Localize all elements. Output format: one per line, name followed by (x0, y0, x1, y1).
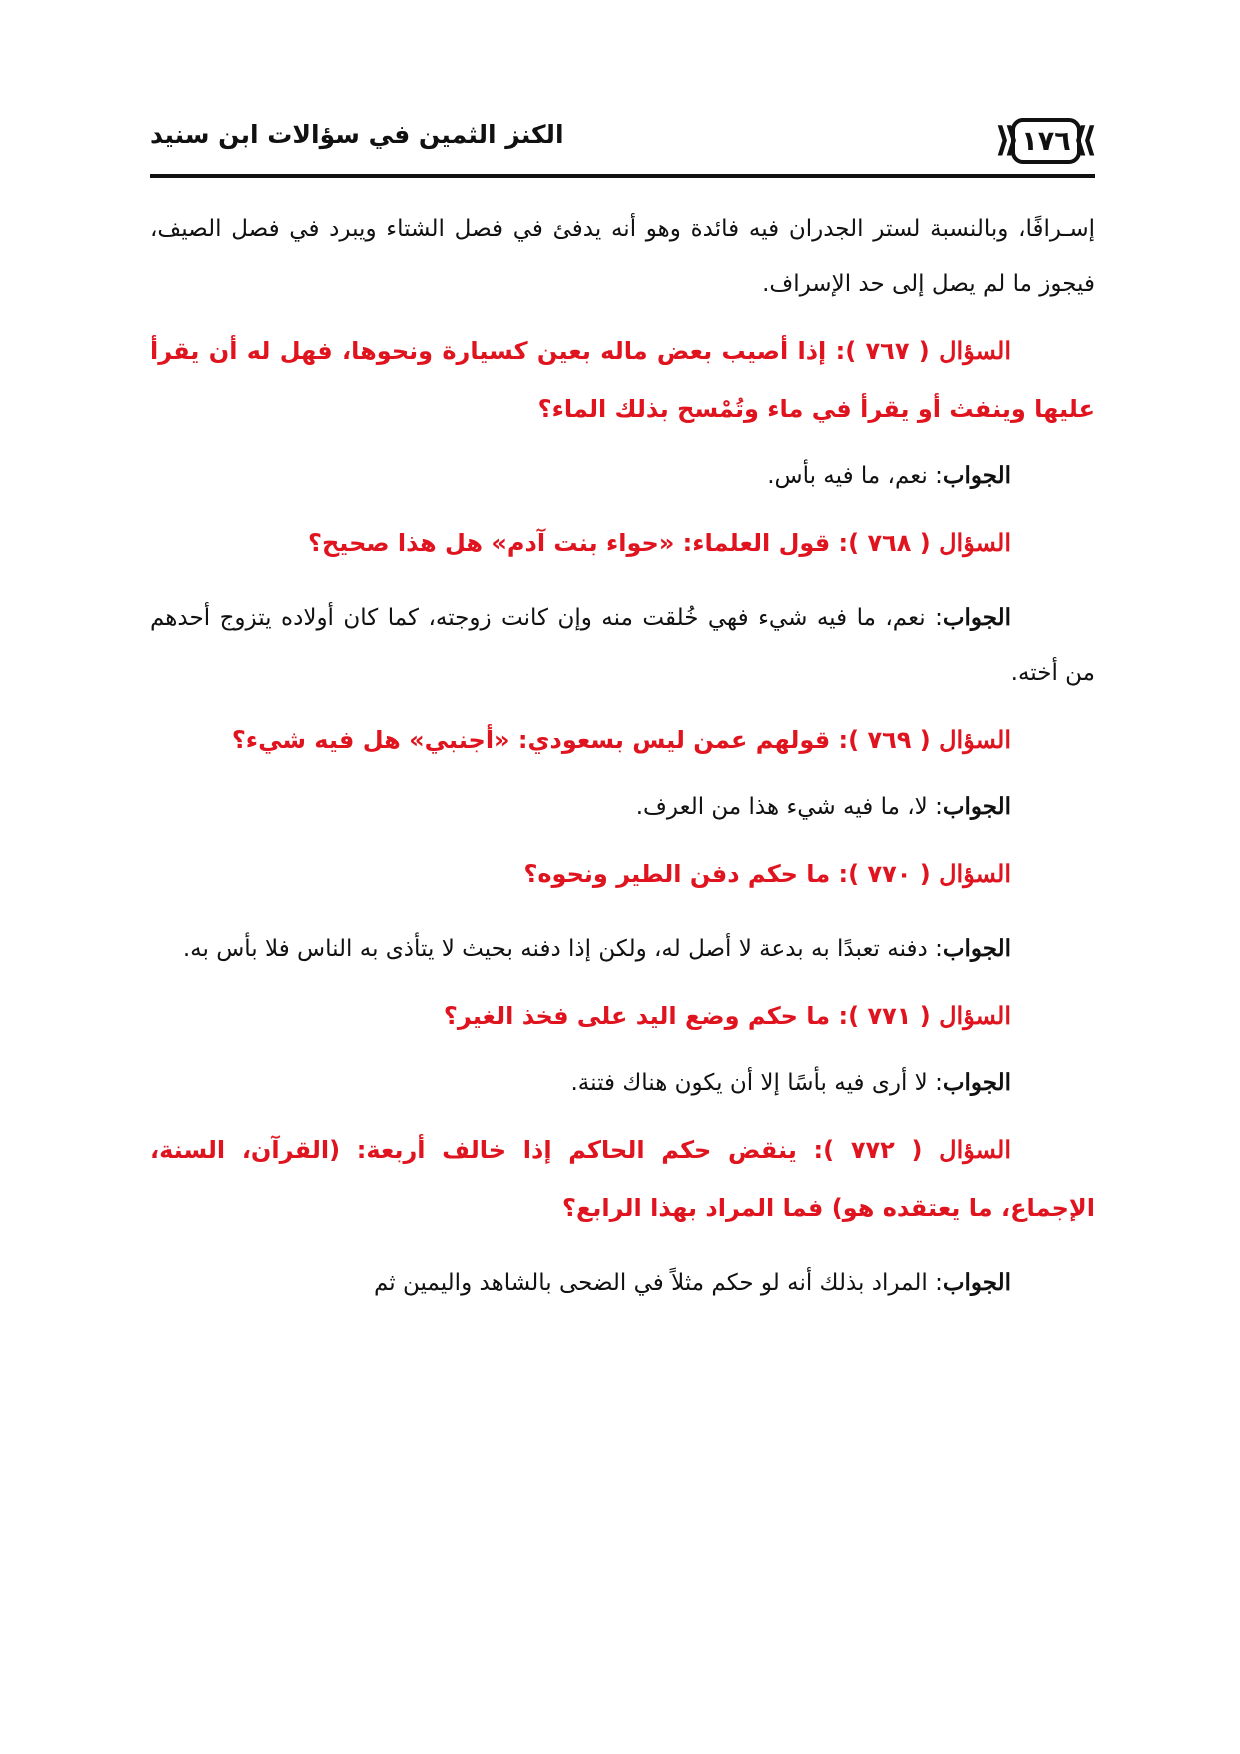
answer-label: الجواب (942, 1069, 1011, 1096)
question-number: ( ٧٧٠ ): (838, 860, 931, 888)
question-text: إذا أصيب بعض ماله بعين كسيارة ونحوها، فهل له أن يقرأ عليها وينفث أو يقرأ في ماء وتُمْسح بذلك الماء؟ (150, 337, 1095, 423)
question-text: ينقض حكم الحاكم إذا خالف أربعة: (القرآن، السنة، الإجماع، ما يعتقده هو) فما المراد بهذا الرابع؟ (150, 1136, 1095, 1222)
question-text: قول العلماء: «حواء بنت آدم» هل هذا صحيح؟ (308, 529, 831, 557)
answer-770 (150, 921, 1095, 977)
page-number: ١٧٦ (1021, 125, 1071, 157)
answer-text: : نعم، ما فيه بأس. (767, 463, 943, 489)
question-767 (150, 322, 1095, 438)
question-text: ما حكم وضع اليد على فخذ الغير؟ (443, 1002, 831, 1030)
answer-label: الجواب (942, 1269, 1011, 1296)
question-number: ( ٧٧٢ ): (813, 1136, 923, 1164)
ornament-right-icon: ⟫ (1072, 120, 1097, 160)
question-label: السؤال (939, 1001, 1011, 1030)
question-label: السؤال (939, 1135, 1012, 1164)
question-771 (150, 987, 1095, 1045)
question-772 (150, 1121, 1095, 1237)
question-text: قولهم عمن ليس بسعودي: «أجنبي» هل فيه شيء؟ (231, 726, 831, 754)
question-label: السؤال (939, 725, 1011, 754)
answer-label: الجواب (942, 935, 1011, 962)
question-label: السؤال (939, 336, 1011, 365)
question-number: ( ٧٧١ ): (838, 1002, 931, 1030)
page-header (150, 112, 1095, 178)
answer-771 (150, 1055, 1095, 1111)
answer-text: : المراد بذلك أنه لو حكم مثلاً في الضحى بالشاهد واليمين ثم (373, 1270, 943, 1296)
answer-text: : لا، ما فيه شيء هذا من العرف. (635, 794, 943, 820)
question-770 (150, 845, 1095, 903)
answer-text: : لا أرى فيه بأسًا إلا أن يكون هناك فتنة. (570, 1070, 943, 1096)
answer-772 (150, 1255, 1095, 1311)
question-label: السؤال (939, 859, 1011, 888)
question-number: ( ٧٦٨ ): (838, 529, 931, 557)
page-body (150, 202, 1095, 1311)
ornament-left-icon: ⟪ (995, 120, 1020, 160)
question-769 (150, 711, 1095, 769)
answer-label: الجواب (942, 462, 1011, 489)
answer-label: الجواب (942, 793, 1011, 820)
answer-text: : دفنه تعبدًا به بدعة لا أصل له، ولكن إذا دفنه بحيث لا يتأذى به الناس فلا بأس به. (182, 936, 943, 962)
question-number: ( ٧٦٧ ): (835, 337, 930, 365)
page-number-badge (997, 118, 1095, 164)
answer-769 (150, 779, 1095, 835)
header-rule (150, 174, 1095, 178)
answer-label: الجواب (942, 604, 1011, 631)
question-number: ( ٧٦٩ ): (838, 726, 931, 754)
answer-768 (150, 590, 1095, 701)
intro-paragraph: إسـرافًا، وبالنسبة لستر الجدران فيه فائدة وهو أنه يدفئ في فصل الشتاء ويبرد في فصل الصيف، فيجوز ما لم يصل إلى حد الإسراف. (150, 216, 1095, 297)
question-label: السؤال (939, 528, 1011, 557)
question-text: ما حكم دفن الطير ونحوه؟ (523, 860, 831, 888)
question-768 (150, 514, 1095, 572)
answer-text: : نعم، ما فيه شيء فهي خُلقت منه وإن كانت زوجته، كما كان أولاده يتزوج أحدهم من أخته. (150, 605, 1095, 686)
book-title: الكنز الثمين في سؤالات ابن سنيد (150, 120, 564, 149)
answer-767 (150, 448, 1095, 504)
